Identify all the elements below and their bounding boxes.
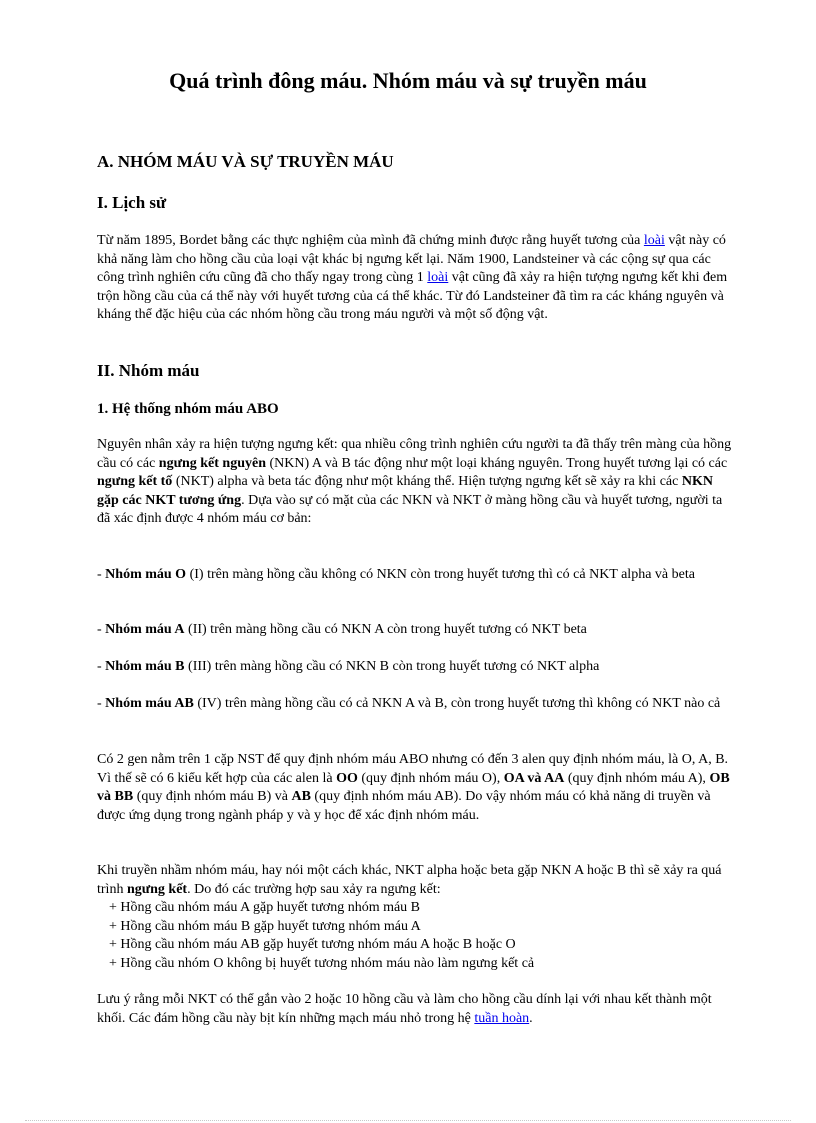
genetics-text-5: (quy định nhóm máu AB). Do vậy nhóm máu có khả năng di truyền và được ứng dụng trong ngành pháp y và y học để xác định nhóm máu. [97, 789, 711, 823]
link-loai-1[interactable]: loài [643, 233, 665, 248]
genetics-text-3: (quy định nhóm máu A), [564, 770, 710, 786]
abo-bold-nkt: ngưng kết tố [97, 474, 173, 489]
history-text-3: vật cũng đã xảy ra hiện tượng ngưng kết khi đem trộn hồng cầu của cá thể này với huyết tương của cá thể khác. Từ đó Landsteiner đã tìm ra các kháng nguyên và kháng thể đặc hiệu của các nhóm hồng cầu trong máu người và một số động vật. [97, 270, 728, 322]
abo-cause-paragraph [97, 436, 737, 529]
abo-subheading: 1. Hệ thống nhóm máu ABO [97, 401, 279, 417]
allele-oo: OO [336, 770, 358, 786]
list-item: + Hồng cầu nhóm máu A gặp huyết tương nhóm máu B [109, 900, 421, 915]
transfusion-text-1: Khi truyền nhầm nhóm máu, hay nói một cách khác, NKT alpha hoặc beta gặp NKN A hoặc B thì sẽ xảy ra quá trình [97, 863, 722, 897]
list-item: + Hồng cầu nhóm máu B gặp huyết tương nhóm máu A [109, 918, 421, 934]
history-text-2: vật này có khả năng làm cho hồng cầu của loại vật khác bị ngưng kết lại. Năm 1900, Landsteiner và các cộng sự qua các công trình nghiên cứu cũng đã cho thấy ngay trong cùng 1 [97, 233, 726, 285]
group-a-item [97, 621, 737, 640]
group-b-text: (III) trên màng hồng cầu có NKN B còn trong huyết tương có NKT alpha [184, 659, 600, 674]
blood-groups-heading: II. Nhóm máu [97, 361, 200, 380]
transfusion-paragraph [97, 862, 737, 899]
abo-bold-match: NKN gặp các NKT tương ứng [97, 474, 713, 508]
history-paragraph [97, 232, 737, 325]
dash: - [97, 567, 106, 582]
group-o-item [97, 566, 737, 585]
page-bottom-divider [25, 1120, 791, 1121]
history-heading: I. Lịch sử [97, 193, 167, 212]
group-ab-item [97, 695, 737, 714]
transfusion-bold: ngưng kết [126, 881, 188, 897]
group-b-item [97, 658, 737, 677]
genetics-text-4: (quy định nhóm máu B) và [133, 789, 292, 804]
allele-oa-aa: OA và AA [503, 770, 565, 786]
section-a-heading: A. NHÓM MÁU VÀ SỰ TRUYỀN MÁU [97, 152, 394, 171]
abo-text-3: (NKT) alpha và beta tác động như một kháng thể. Hiện tượng ngưng kết sẽ xảy ra khi các [172, 474, 682, 489]
link-tuan-hoan[interactable]: tuần hoàn [474, 1010, 530, 1026]
genetics-text-1: Có 2 gen nằm trên 1 cặp NST để quy định nhóm máu ABO nhưng có đến 3 alen quy định nhóm máu, là O, A, B. Vì thế sẽ có 6 kiểu kết hợp của các alen là [97, 752, 729, 786]
abo-bold-nkn: ngưng kết nguyên [158, 455, 267, 471]
dash: - [97, 659, 106, 674]
dash: - [97, 622, 106, 637]
genetics-paragraph [97, 751, 737, 825]
note-text-2: . [529, 1010, 533, 1026]
group-o-text: (I) trên màng hồng cầu không có NKN còn trong huyết tương thì có cả NKT alpha và beta [186, 567, 695, 582]
list-item: + Hồng cầu nhóm O không bị huyết tương nhóm máu nào làm ngưng kết cả [109, 955, 535, 971]
abo-text-1: Nguyên nhân xảy ra hiện tượng ngưng kết: qua nhiều công trình nghiên cứu người ta đã thấy trên màng của hồng cầu có các [97, 437, 732, 471]
group-ab-label: Nhóm máu AB [105, 696, 194, 711]
group-ab-text: (IV) trên màng hồng cầu có cả NKN A và B, còn trong huyết tương thì không có NKT nào cả [193, 696, 721, 711]
history-text-1: Từ năm 1895, Bordet bằng các thực nghiệm của mình đã chứng minh được rằng huyết tương của [97, 233, 644, 248]
list-item: + Hồng cầu nhóm máu AB gặp huyết tương nhóm máu A hoặc B hoặc O [109, 937, 516, 952]
group-o-label: Nhóm máu O [105, 567, 187, 582]
group-b-label: Nhóm máu B [105, 659, 185, 674]
agglutination-cases-list [97, 899, 749, 973]
allele-ab: AB [291, 789, 311, 804]
note-text-1: Lưu ý rằng mỗi NKT có thể gắn vào 2 hoặc 10 hồng cầu và làm cho hồng cầu dính lại với nhau kết thành một khối. Các đám hồng cầu này bịt kín những mạch máu nhỏ trong hệ [97, 992, 712, 1026]
link-loai-2[interactable]: loài [427, 270, 449, 285]
transfusion-text-2: . Do đó các trường hợp sau xảy ra ngưng kết: [187, 881, 441, 897]
dash: - [97, 696, 106, 711]
abo-text-2: (NKN) A và B tác động như một loại kháng nguyên. Trong huyết tương lại có các [266, 455, 728, 471]
note-paragraph [97, 991, 737, 1028]
group-a-label: Nhóm máu A [105, 622, 185, 637]
abo-text-4: . Dựa vào sự có mặt của các NKN và NKT ở màng hồng cầu và huyết tương, người ta đã xác định được 4 nhóm máu cơ bản: [97, 492, 723, 526]
document-title: Quá trình đông máu. Nhóm máu và sự truyền máu [169, 68, 647, 93]
allele-ob-bb: OB và BB [97, 770, 730, 804]
group-a-text: (II) trên màng hồng cầu có NKN A còn trong huyết tương có NKT beta [184, 622, 587, 637]
genetics-text-2: (quy định nhóm máu O), [357, 770, 504, 786]
